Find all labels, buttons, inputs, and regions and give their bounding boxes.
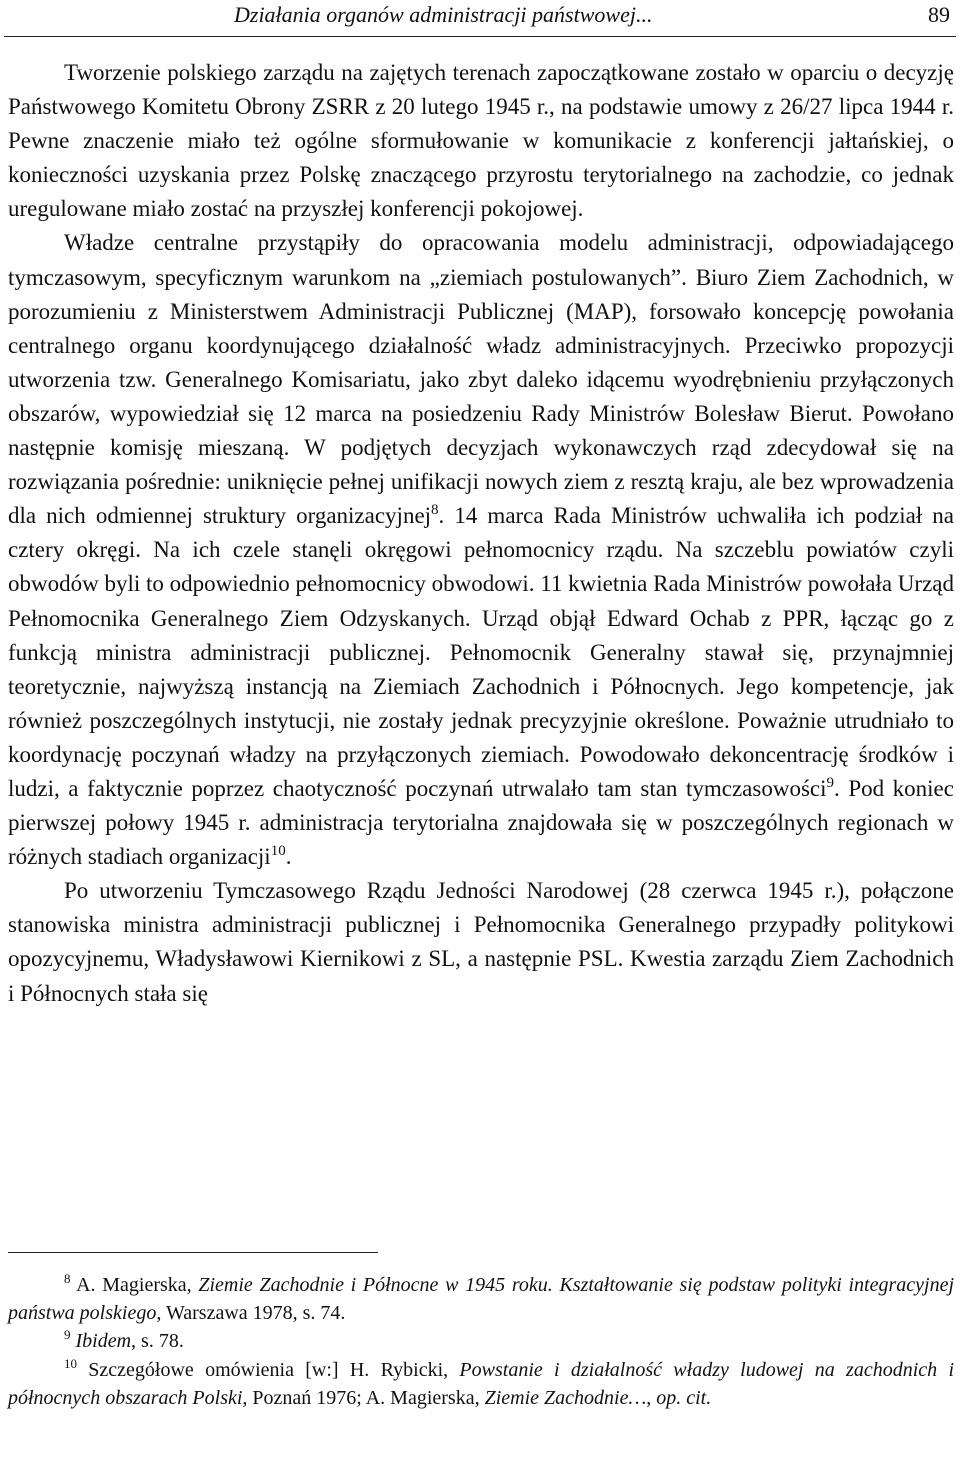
paragraph-2 [8,226,954,874]
footnote-9 [8,1327,954,1355]
footnote-number: 10 [64,1355,77,1371]
paragraph-1 [8,56,954,226]
footnote-text: , Warszawa 1978, s. 74. [156,1302,346,1325]
running-header-title: Działania organów administracji państwowej... [234,2,653,27]
footnote-title: Ziemie Zachodnie… [484,1386,647,1409]
footnote-text: , s. 78. [131,1330,184,1353]
footnote-ref-10[interactable]: 10 [270,843,286,860]
paragraph-2-text-d: . [285,844,292,870]
footnote-ref-8[interactable]: 8 [431,502,439,519]
footnote-title: op. cit. [656,1386,712,1409]
footnote-number: 9 [64,1327,71,1343]
paragraph-2-text-a: Władze centralne przystąpiły do opracowania modelu administracji, odpowiadającego tymczasowym, specyficznym warunkom na „ziemiach postulowanych”. Biuro Ziem Zachodnich, w porozumieniu z Ministerstwem Administracji Publicznej (MAP), forsowało koncepcję powołania centralnego organu koordynującego działalność władz administracyjnych. Przeciwko propozycji utworzenia tzw. Generalnego Komisariatu, jako zbyt daleko idącemu wyodrębnieniu przyłączonych obszarów, wypowiedział się 12 marca na posiedzeniu Rady Ministrów Bolesław Bierut. Powołano następnie komisję mieszaną. W podjętych decyzjach wykonawczych rząd zdecydował się na rozwiązania pośrednie: uniknięcie pełnej unifikacji nowych ziem z resztą kraju, ale bez wprowadzenia dla nich odmiennej struktury organizacyjnej [8,230,954,529]
footnote-text: Szczegółowe omówienia [w:] H. Rybicki, [88,1358,460,1381]
paragraph-3-text: Po utworzeniu Tymczasowego Rządu Jedności Narodowej (28 czerwca 1945 r.), połączone stanowiska ministra administracji publicznej i Pełnomocnika Generalnego przypadły politykowi opozycyjnemu, Władysławowi Kiernikowi z SL, a następnie PSL. Kwestia zarządu Ziem Zachodnich i Północnych stała się [8,878,954,1006]
page-number: 89 [928,2,950,27]
footnote-text: A. Magierska, [76,1274,199,1296]
footnote-number: 8 [64,1271,71,1286]
footnote-title: Ibidem [75,1330,132,1353]
footnote-text: , Poznań 1976; A. Magierska, [242,1386,485,1409]
main-text [8,56,954,1011]
paragraph-2-text-c: . Pod koniec pierwszej połowy 1945 r. administracja terytorialna znajdowała się w poszczególnych regionach w różnych stadiach organizacji [8,775,954,870]
footnote-10 [8,1356,954,1412]
footnote-title: Powstanie i działalność władzy ludowej na zachodnich i północnych obszarach Polski [8,1358,954,1409]
running-header [4,0,956,37]
paragraph-1-text: Tworzenie polskiego zarządu na zajętych terenach zapoczątkowane zostało w oparciu o decyzję Państwowego Komitetu Obrony ZSRR z 20 lutego 1945 r., na podstawie umowy z 26/27 lipca 1944 r. Pewne znaczenie miało też ogólne sformułowanie w komunikacie z konferencji jałtańskiej, o konieczności uzyskania przez Polskę znaczącego przyrostu terytorialnego na zachodzie, co jednak uregulowane miało zostać na przyszłej konferencji pokojowej. [8,60,954,222]
footnote-8 [8,1271,954,1327]
footnote-separator [8,1252,378,1253]
footnote-title: Ziemie Zachodnie i Północne w 1945 roku. Kształtowanie się podstaw polityki integracyjnej państwa polskiego [8,1274,955,1325]
paragraph-3 [8,874,954,1010]
footnote-text: , [646,1386,657,1409]
paragraph-2-text-b: . 14 marca Rada Ministrów uchwaliła ich podział na cztery okręgi. Na ich czele stanęli okręgowi pełnomocnicy rządu. Na szczeblu powiatów czyli obwodów byli to odpowiednio pełnomocnicy obwodowi. 11 kwietnia Rada Ministrów powołała Urząd Pełnomocnika Generalnego Ziem Odzyskanych. Urząd objął Edward Ochab z PPR, łącząc go z funkcją ministra administracji publicznej. Pełnomocnik Generalny stawał się, przynajmniej teoretycznie, najwyższą instancją na Ziemiach Zachodnich i Północnych. Jego kompetencje, jak również poszczególnych instytucji, nie zostały jednak precyzyjnie określone. Poważnie utrudniało to koordynację poczynań władzy na przyłączonych ziemiach. Powodowało dekoncentrację środków i ludzi, a faktycznie poprzez chaotyczność poczynań utrwalało tam stan tymczasowości [8,503,954,801]
footnotes [8,1271,954,1412]
footnote-ref-9[interactable]: 9 [826,774,834,791]
